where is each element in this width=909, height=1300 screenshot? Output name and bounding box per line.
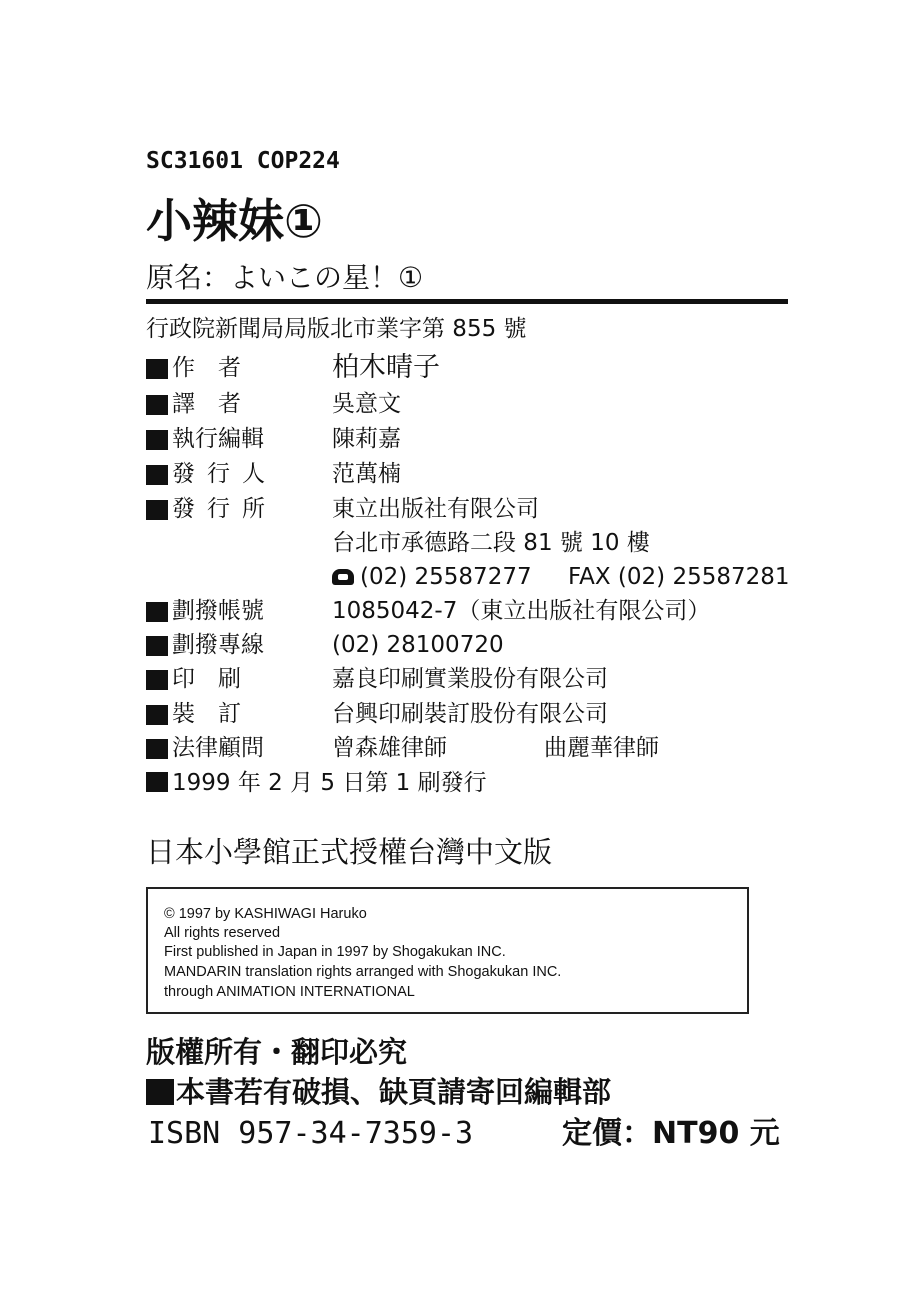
credit-printing xyxy=(146,662,806,696)
credit-author xyxy=(146,351,806,385)
credit-value: 台興印刷裝訂股份有限公司 xyxy=(332,701,608,727)
copyright-line: All rights reserved xyxy=(164,925,281,941)
credit-binding xyxy=(146,697,806,731)
bullet-square xyxy=(146,465,168,485)
credit-value: 吳意文 xyxy=(332,391,401,417)
credit-value: 柏木晴子 xyxy=(332,352,440,383)
credit-value: 1085042-7（東立出版社有限公司） xyxy=(332,598,711,624)
bullet-square xyxy=(146,395,168,415)
bullet-square xyxy=(146,739,168,759)
copyright-box xyxy=(146,887,749,1014)
bullet-square xyxy=(146,500,168,520)
bullet-square xyxy=(146,636,168,656)
damage-notice-text: 本書若有破損、缺頁請寄回編輯部 xyxy=(176,1075,612,1109)
credit-giro-line xyxy=(146,628,806,662)
license-number: 行政院新聞局局版北市業字第 855 號 xyxy=(146,316,527,342)
bullet-square xyxy=(146,772,168,792)
bullet-square xyxy=(146,359,168,379)
bullet-square xyxy=(146,670,168,690)
credit-label: 譯 者 xyxy=(172,391,241,417)
credit-label: 作 者 xyxy=(172,355,241,381)
copyright-line: through ANIMATION INTERNATIONAL xyxy=(164,984,415,1000)
credit-value: 嘉良印刷實業股份有限公司 xyxy=(332,666,608,692)
product-code: SC31601 COP224 xyxy=(146,148,340,174)
copyright-line: © 1997 by KASHIWAGI Haruko xyxy=(164,906,367,922)
date-text: 1999 年 2 月 5 日第 1 刷發行 xyxy=(172,770,487,796)
price: 定價：NT90 元 xyxy=(562,1116,780,1151)
credit-value: 東立出版社有限公司 xyxy=(332,496,539,522)
authorization-statement: 日本小學館正式授權台灣中文版 xyxy=(146,835,553,869)
credit-legal-counsel xyxy=(146,731,806,765)
bullet-square xyxy=(146,602,168,622)
bullet-square xyxy=(146,1079,174,1105)
credit-translator xyxy=(146,387,806,421)
credit-giro-account xyxy=(146,594,806,628)
original-title: 原名：よいこの星！① xyxy=(146,261,424,294)
credit-publisher xyxy=(146,457,806,491)
credit-value: 曾森雄律師 xyxy=(332,735,447,761)
credit-label: 劃撥帳號 xyxy=(172,598,264,624)
credit-value: 陳莉嘉 xyxy=(332,426,401,452)
book-title: 小辣妹① xyxy=(146,194,323,248)
phone-number: (02) 25587277 xyxy=(360,564,532,590)
credit-value: (02) 28100720 xyxy=(332,632,504,658)
copyright-line: First published in Japan in 1997 by Shogakukan INC. xyxy=(164,944,506,960)
copyright-line: MANDARIN translation rights arranged with Shogakukan INC. xyxy=(164,964,562,980)
credit-editor xyxy=(146,422,806,456)
telephone-icon xyxy=(332,569,354,585)
damage-notice xyxy=(146,1072,611,1112)
credit-label: 劃撥專線 xyxy=(172,632,264,658)
isbn: ISBN 957-34-7359-3 xyxy=(148,1116,474,1151)
credit-label: 裝 訂 xyxy=(172,701,241,727)
credit-label: 法律顧問 xyxy=(172,735,264,761)
credit-label: 發行人 xyxy=(172,461,277,487)
bullet-square xyxy=(146,430,168,450)
credit-value-secondary: 曲麗華律師 xyxy=(544,735,659,761)
title-divider xyxy=(146,299,788,304)
bullet-square xyxy=(146,705,168,725)
credit-label: 發行所 xyxy=(172,496,277,522)
credit-value: 范萬楠 xyxy=(332,461,401,487)
phone-line xyxy=(332,560,532,594)
rights-notice: 版權所有・翻印必究 xyxy=(146,1035,408,1069)
fax-number: FAX (02) 25587281 xyxy=(568,564,790,590)
address-line: 台北市承德路二段 81 號 10 樓 xyxy=(332,530,650,556)
credit-label: 印 刷 xyxy=(172,666,241,692)
credit-publishing-house xyxy=(146,492,806,526)
credit-label: 執行編輯 xyxy=(172,426,264,452)
publication-date xyxy=(146,766,487,800)
